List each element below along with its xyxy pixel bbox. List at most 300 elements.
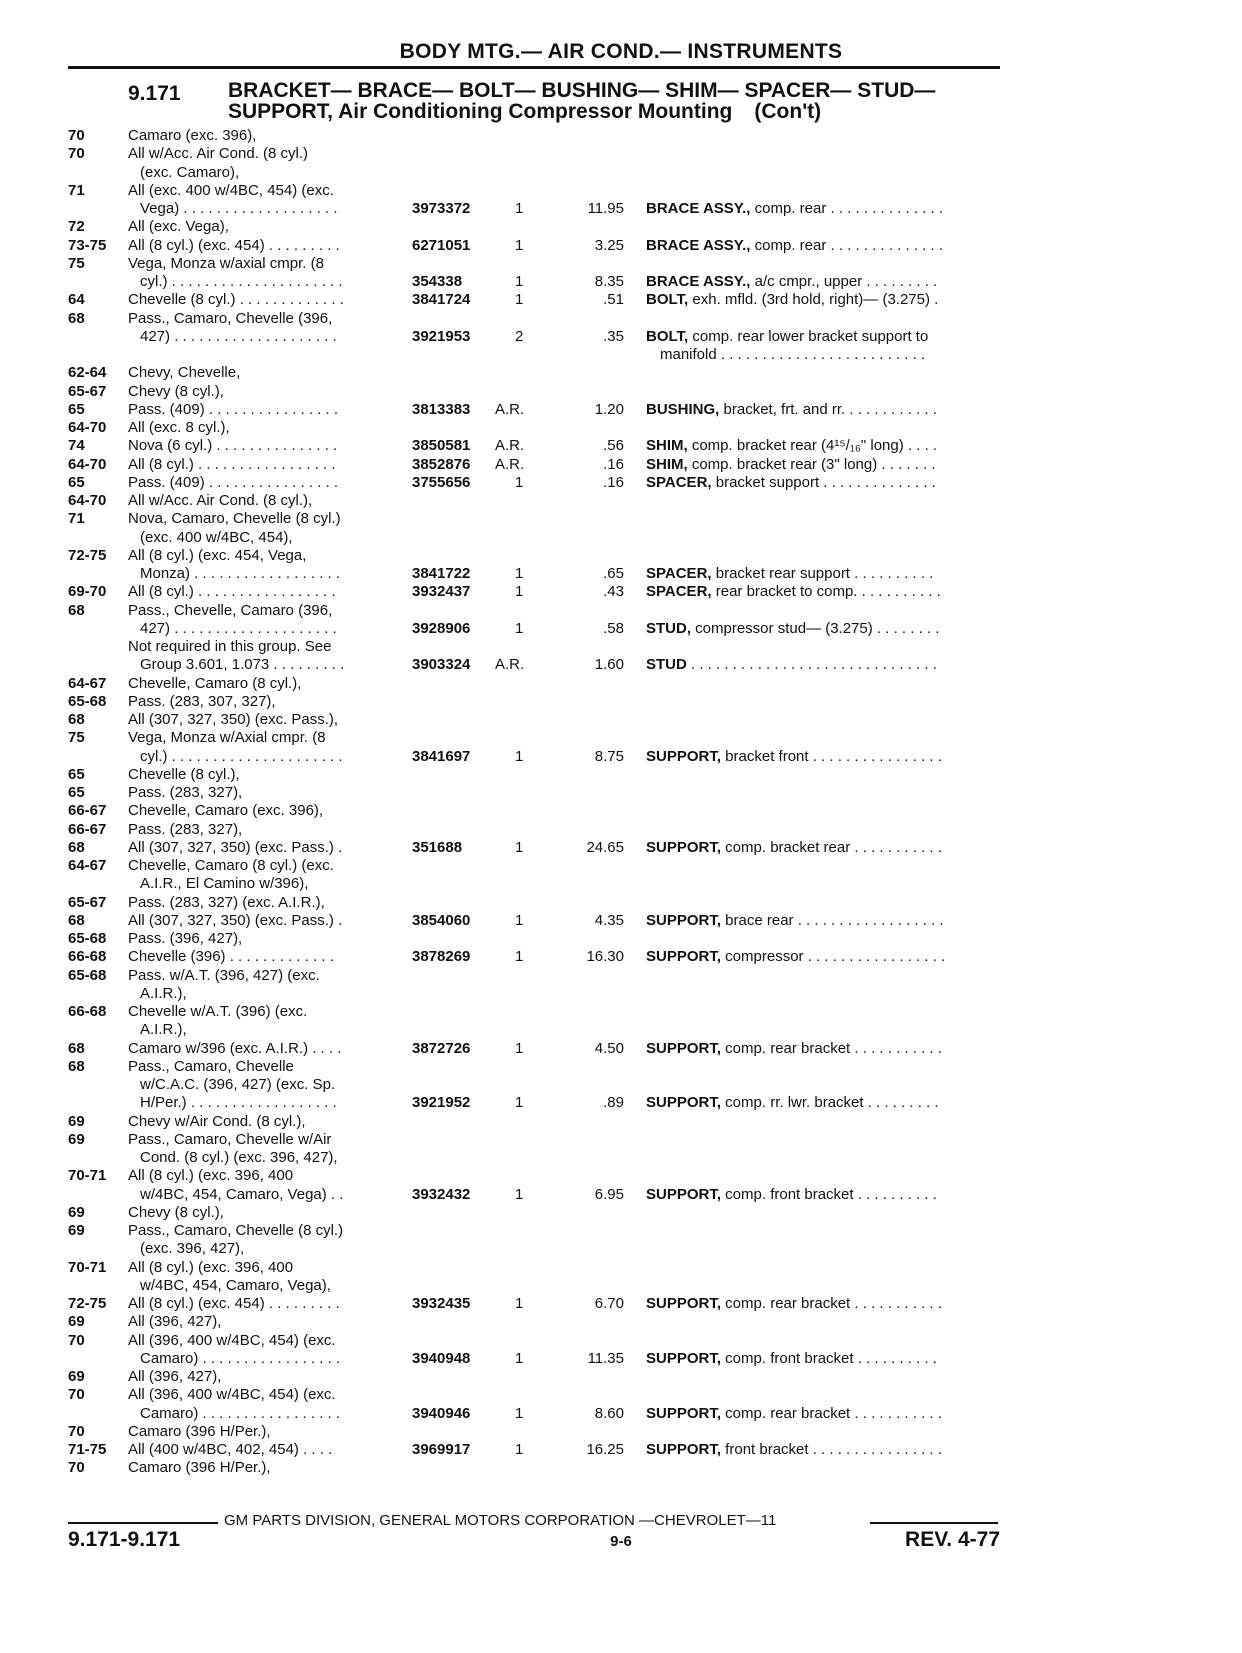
application: All (307, 327, 350) (exc. Pass.) . [128,838,343,856]
application: Pass., Camaro, Chevelle w/Air [128,1130,332,1148]
application: All w/Acc. Air Cond. (8 cyl.), [128,492,313,509]
table-row [0,583,1242,601]
application: Chevy (8 cyl.), [128,1203,224,1221]
application: Chevy (8 cyl.), [128,382,224,400]
quantity: 1 [515,473,524,491]
model-year: 64-70 [68,492,107,509]
description [646,583,941,601]
application: Camaro (396 H/Per.), [128,1422,271,1440]
description-detail: front bracket . . . . . . . . . . . . . . . . [721,1441,942,1458]
quantity: 1 [515,948,524,966]
application: Camaro (396 H/Per.), [128,1459,271,1477]
description-detail: comp. rear bracket . . . . . . . . . . . [721,1295,942,1312]
application: Chevy, Chevelle, [128,364,241,382]
part-number: 3854060 [412,911,471,929]
price: 1.60 [594,656,624,674]
quantity: 1 [515,1404,524,1422]
footer-rule-left [68,1522,218,1524]
application: Camaro) . . . . . . . . . . . . . . . . . [140,1404,341,1422]
application: (exc. 400 w/4BC, 454), [140,528,293,546]
price: 4.50 [594,1039,624,1057]
application: Chevy w/Air Cond. (8 cyl.), [128,1112,306,1130]
price: 8.60 [594,1404,624,1422]
application: Pass. (396, 427), [128,930,243,947]
quantity: 1 [515,1441,524,1458]
description-part-name: BOLT, [646,291,689,309]
model-year: 62-64 [68,364,107,382]
model-year: 68 [68,838,85,856]
quantity: 1 [515,1349,524,1367]
quantity: A.R. [495,437,525,455]
footer-revision: REV. 4-77 [905,1528,1000,1551]
application: All (400 w/4BC, 402, 454) . . . . [128,1441,333,1458]
table-row [0,857,1242,875]
model-year: 64-70 [68,455,107,473]
model-year: 68 [68,911,85,929]
price: .35 [603,327,624,345]
application: (exc. 396, 427), [140,1240,245,1258]
price: .89 [603,1094,624,1112]
application: Pass., Camaro, Chevelle (396, [128,309,333,327]
description-detail: comp. bracket rear . . . . . . . . . . . [721,838,942,856]
application: All (8 cyl.) (exc. 396, 400 [128,1258,294,1276]
part-number: 3932432 [412,1185,471,1203]
description [646,1186,937,1204]
section-title [228,80,935,122]
part-number: 351688 [412,838,463,856]
description [646,1295,942,1313]
description-detail: comp. front bracket . . . . . . . . . . [721,1185,937,1203]
table-row [0,419,1242,437]
part-number: 3850581 [412,437,471,455]
model-year: 75 [68,729,85,747]
part-number: 354338 [412,273,463,290]
application: All (exc. 400 w/4BC, 454) (exc. [128,181,334,199]
description [646,401,937,419]
table-row [0,985,1242,1003]
section-title-line-2-text: SUPPORT, Air Conditioning Compressor Mounting [228,100,733,123]
description-detail: exh. mfld. (3rd hold, right)— (3.275) . [688,291,939,309]
table-row [0,237,1242,255]
application: Camaro w/396 (exc. A.I.R.) . . . . [128,1039,342,1057]
table-row [0,693,1242,711]
table-row [0,291,1242,309]
table-row [0,1021,1242,1039]
table-row [0,839,1242,857]
footer-publisher: GM PARTS DIVISION, GENERAL MOTORS CORPORATION —CHEVROLET—11 [224,1512,777,1529]
description [646,474,936,492]
application: Monza) . . . . . . . . . . . . . . . . . . [140,565,341,582]
part-number: 3921953 [412,327,471,345]
quantity: 1 [515,236,524,254]
model-year: 65-68 [68,692,107,710]
description-part-name: SUPPORT, [646,838,722,856]
price: 3.25 [594,236,624,254]
application: Pass., Camaro, Chevelle [128,1057,294,1075]
part-number: 3940948 [412,1349,471,1367]
application: All (8 cyl.) . . . . . . . . . . . . . . . . . [128,583,336,601]
application: All (8 cyl.) (exc. 454) . . . . . . . . . [128,1295,340,1312]
model-year: 73-75 [68,236,107,254]
model-year: 65 [68,400,85,418]
table-row [0,1386,1242,1404]
footer-page-number: 9-6 [610,1533,632,1550]
description-part-name: SUPPORT, [646,911,722,929]
part-number: 3872726 [412,1039,471,1057]
description-detail: comp. front bracket . . . . . . . . . . [721,1349,937,1367]
model-year: 69 [68,1313,85,1331]
table-row [0,1240,1242,1258]
quantity: 1 [515,619,524,637]
table-row [0,1259,1242,1277]
application: Pass. w/A.T. (396, 427) (exc. [128,966,320,984]
description-detail: comp. rear . . . . . . . . . . . . . . [750,200,944,217]
section-number: 9.171 [128,82,181,105]
application: Pass., Camaro, Chevelle (8 cyl.) [128,1222,344,1239]
price: 16.25 [586,1441,624,1458]
table-row [0,529,1242,547]
application: 427) . . . . . . . . . . . . . . . . . . . . [140,327,337,345]
application: Vega) . . . . . . . . . . . . . . . . . . . [140,200,338,217]
application: Camaro) . . . . . . . . . . . . . . . . . [140,1349,341,1367]
model-year: 70 [68,1422,85,1440]
application: Nova, Camaro, Chevelle (8 cyl.) [128,510,341,528]
quantity: 1 [515,583,524,601]
description [660,346,925,364]
table-row [0,1167,1242,1185]
application: Chevelle, Camaro (8 cyl.) (exc. [128,857,334,874]
table-row [0,474,1242,492]
application: Not required in this group. See [128,638,332,655]
application: Chevelle (8 cyl.) . . . . . . . . . . . . . [128,291,344,309]
description-part-name: STUD, [646,619,691,637]
description-detail: manifold . . . . . . . . . . . . . . . . . . . . . . . . . [660,346,926,363]
application: All (8 cyl.) (exc. 454, Vega, [128,546,307,564]
description-part-name: SUPPORT, [646,948,722,966]
quantity: 1 [515,273,524,290]
parts-list [0,127,1242,1478]
description-part-name: BRACE ASSY., [646,273,751,290]
description [646,328,928,346]
section-title-line-1: BRACKET— BRACE— BOLT— BUSHING— SHIM— SPACER— STUD— [228,79,936,102]
table-row [0,1423,1242,1441]
description-detail: comp. bracket rear (3" long) . . . . . . . [687,455,936,473]
description-detail: . . . . . . . . . . . . . . . . . . . . . . . . . . . . . . [686,656,937,674]
application: Pass., Chevelle, Camaro (396, [128,601,333,619]
price: 6.70 [594,1295,624,1312]
application: All (307, 327, 350) (exc. Pass.), [128,711,339,728]
model-year: 70-71 [68,1258,107,1276]
part-number: 3921952 [412,1094,471,1112]
part-number: 3852876 [412,455,471,473]
application: All (8 cyl.) . . . . . . . . . . . . . . . . . [128,455,336,473]
description-detail: comp. rear bracket . . . . . . . . . . . [721,1404,942,1422]
price: 8.35 [594,273,624,290]
part-number: 3841724 [412,291,471,309]
table-row [0,729,1242,747]
application: Chevelle w/A.T. (396) (exc. [128,1003,308,1020]
application: Chevelle, Camaro (exc. 396), [128,802,324,820]
application: All (396, 400 w/4BC, 454) (exc. [128,1386,336,1404]
application: All (396, 427), [128,1313,222,1331]
table-row [0,784,1242,802]
description-part-name: SUPPORT, [646,1185,722,1203]
model-year: 64-70 [68,419,107,436]
application: A.I.R.), [140,1021,187,1039]
quantity: A.R. [495,455,525,473]
table-row [0,1459,1242,1477]
part-number: 3932435 [412,1295,471,1312]
model-year: 69 [68,1368,85,1385]
model-year: 70 [68,127,85,144]
model-year: 71 [68,510,85,528]
application: w/4BC, 454, Camaro, Vega) . . [140,1185,344,1203]
application: Pass. (409) . . . . . . . . . . . . . . . . [128,473,339,491]
description-detail: comp. rr. lwr. bracket . . . . . . . . . [721,1094,939,1112]
application: Pass. (283, 327) (exc. A.I.R.), [128,893,325,911]
quantity: 1 [515,291,524,309]
table-row [0,1441,1242,1459]
table-row [0,164,1242,182]
table-row [0,1094,1242,1112]
description [646,237,943,255]
table-row [0,620,1242,638]
description-part-name: SUPPORT, [646,1295,722,1312]
price: 1.20 [594,400,624,418]
application: Pass. (283, 327), [128,784,243,801]
model-year: 72 [68,218,85,236]
table-row [0,255,1242,273]
model-year: 66-68 [68,1003,107,1020]
table-row [0,967,1242,985]
application: (exc. Camaro), [140,163,240,181]
table-row [0,127,1242,145]
description-detail: comp. bracket rear (4¹⁵/₁₆" long) . . . . [687,437,938,455]
part-number: 3973372 [412,200,471,217]
model-year: 66-67 [68,802,107,820]
table-row [0,200,1242,218]
table-row [0,1149,1242,1167]
part-number: 3969917 [412,1441,471,1458]
table-row [0,1058,1242,1076]
application: Vega, Monza w/axial cmpr. (8 [128,254,324,272]
table-row [0,145,1242,163]
description-part-name: BUSHING, [646,400,720,418]
price: .58 [603,619,624,637]
description-detail: bracket, frt. and rr. . . . . . . . . . . . [719,400,937,418]
table-row [0,1113,1242,1131]
application: cyl.) . . . . . . . . . . . . . . . . . . . . . [140,273,343,290]
description-part-name: SUPPORT, [646,1349,722,1367]
table-row [0,1277,1242,1295]
application: All (396, 427), [128,1368,222,1385]
model-year: 69 [68,1203,85,1221]
part-number: 3903324 [412,656,471,674]
table-row [0,456,1242,474]
description [646,200,943,218]
quantity: 2 [515,327,524,345]
part-number: 3928906 [412,619,471,637]
application: Nova (6 cyl.) . . . . . . . . . . . . . . . [128,437,338,455]
quantity: 1 [515,838,524,856]
model-year: 68 [68,1039,85,1057]
model-year: 64-67 [68,857,107,874]
table-row [0,1204,1242,1222]
description [646,456,936,474]
application: All (396, 400 w/4BC, 454) (exc. [128,1331,336,1349]
model-year: 65 [68,765,85,783]
quantity: 1 [515,1295,524,1312]
table-row [0,1368,1242,1386]
model-year: 65 [68,473,85,491]
part-number: 3841697 [412,747,471,765]
model-year: 71-75 [68,1441,107,1458]
description-detail: rear bracket to comp. . . . . . . . . . . [711,583,941,601]
model-year: 69-70 [68,583,107,601]
description [646,1350,937,1368]
application: H/Per.) . . . . . . . . . . . . . . . . . . [140,1094,337,1112]
price: 8.75 [594,747,624,765]
table-row [0,802,1242,820]
model-year: 74 [68,437,85,455]
table-row [0,1332,1242,1350]
model-year: 66-67 [68,820,107,838]
table-row [0,602,1242,620]
application: Camaro (exc. 396), [128,127,257,144]
model-year: 69 [68,1130,85,1148]
description-detail: bracket rear support . . . . . . . . . . [711,565,934,582]
model-year: 65-67 [68,382,107,400]
price: .51 [603,291,624,309]
model-year: 68 [68,309,85,327]
table-row [0,638,1242,656]
model-year: 69 [68,1112,85,1130]
table-row [0,1313,1242,1331]
quantity: 1 [515,911,524,929]
price: 16.30 [586,948,624,966]
quantity: 1 [515,565,524,582]
description [646,273,937,291]
description-detail: comp. rear bracket . . . . . . . . . . . [721,1039,942,1057]
description-detail: comp. rear . . . . . . . . . . . . . . [750,236,944,254]
table-row [0,1222,1242,1240]
application: A.I.R., El Camino w/396), [140,875,309,893]
description-detail: brace rear . . . . . . . . . . . . . . . . . . [721,911,944,929]
model-year: 64 [68,291,85,309]
description-part-name: BOLT, [646,327,689,345]
description-part-name: SPACER, [646,565,712,582]
table-row [0,894,1242,912]
footer-rule-right [870,1522,998,1524]
table-row [0,748,1242,766]
application: All (8 cyl.) (exc. 396, 400 [128,1167,294,1185]
application: Cond. (8 cyl.) (exc. 396, 427), [140,1149,338,1166]
description-detail: compressor . . . . . . . . . . . . . . . . . [721,948,946,966]
model-year: 68 [68,711,85,728]
model-year: 69 [68,1222,85,1239]
table-row [0,912,1242,930]
model-year: 65-67 [68,893,107,911]
model-year: 65-68 [68,930,107,947]
model-year: 75 [68,254,85,272]
description [646,748,942,766]
application: Pass. (409) . . . . . . . . . . . . . . . . [128,400,339,418]
price: 24.65 [586,838,624,856]
model-year: 65 [68,784,85,801]
table-row [0,1350,1242,1368]
table-row [0,310,1242,328]
description [646,1040,942,1058]
header-rule [68,66,1000,69]
table-row [0,875,1242,893]
application: All (exc. 8 cyl.), [128,419,230,436]
application: All (307, 327, 350) (exc. Pass.) . [128,911,343,929]
description [646,912,944,930]
application: Chevelle (8 cyl.), [128,765,240,783]
description-part-name: SUPPORT, [646,1039,722,1057]
model-year: 70 [68,145,85,163]
description [646,437,937,455]
price: .43 [603,583,624,601]
page-header-title: BODY MTG.— AIR COND.— INSTRUMENTS [399,40,843,63]
model-year: 70 [68,1459,85,1477]
description-detail: compressor stud— (3.275) . . . . . . . . [691,619,940,637]
table-row [0,766,1242,784]
table-row [0,437,1242,455]
footer-group-range: 9.171-9.171 [68,1528,181,1551]
table-row [0,1040,1242,1058]
model-year: 70-71 [68,1167,107,1185]
description [646,948,945,966]
application: Chevelle, Camaro (8 cyl.), [128,674,302,692]
application: Group 3.601, 1.073 . . . . . . . . . [140,656,345,674]
table-row [0,1295,1242,1313]
quantity: 1 [515,1039,524,1057]
application: Vega, Monza w/Axial cmpr. (8 [128,729,326,747]
table-row [0,565,1242,583]
description [646,565,933,583]
price: .16 [603,455,624,473]
model-year: 68 [68,601,85,619]
price: .65 [603,565,624,582]
application: A.I.R.), [140,984,187,1002]
table-row [0,656,1242,674]
price: 11.35 [587,1349,624,1367]
description-detail: a/c cmpr., upper . . . . . . . . . [750,273,938,290]
quantity: A.R. [495,656,525,674]
part-number: 6271051 [412,236,471,254]
description-part-name: SHIM, [646,437,688,455]
description-detail: bracket support . . . . . . . . . . . . . . [711,473,936,491]
model-year: 64-67 [68,674,107,692]
table-row [0,383,1242,401]
description-part-name: SUPPORT, [646,747,722,765]
table-row [0,948,1242,966]
application: All w/Acc. Air Cond. (8 cyl.) [128,145,309,163]
description-part-name: SUPPORT, [646,1404,722,1422]
model-year: 66-68 [68,948,107,966]
application: All (8 cyl.) (exc. 454) . . . . . . . . . [128,236,340,254]
price: .16 [603,473,624,491]
part-number: 3940946 [412,1404,471,1422]
model-year: 71 [68,181,85,199]
description [646,1405,942,1423]
price: 11.95 [587,200,624,217]
table-row [0,1405,1242,1423]
section-title-line-2 [228,101,935,122]
table-row [0,364,1242,382]
table-row [0,218,1242,236]
